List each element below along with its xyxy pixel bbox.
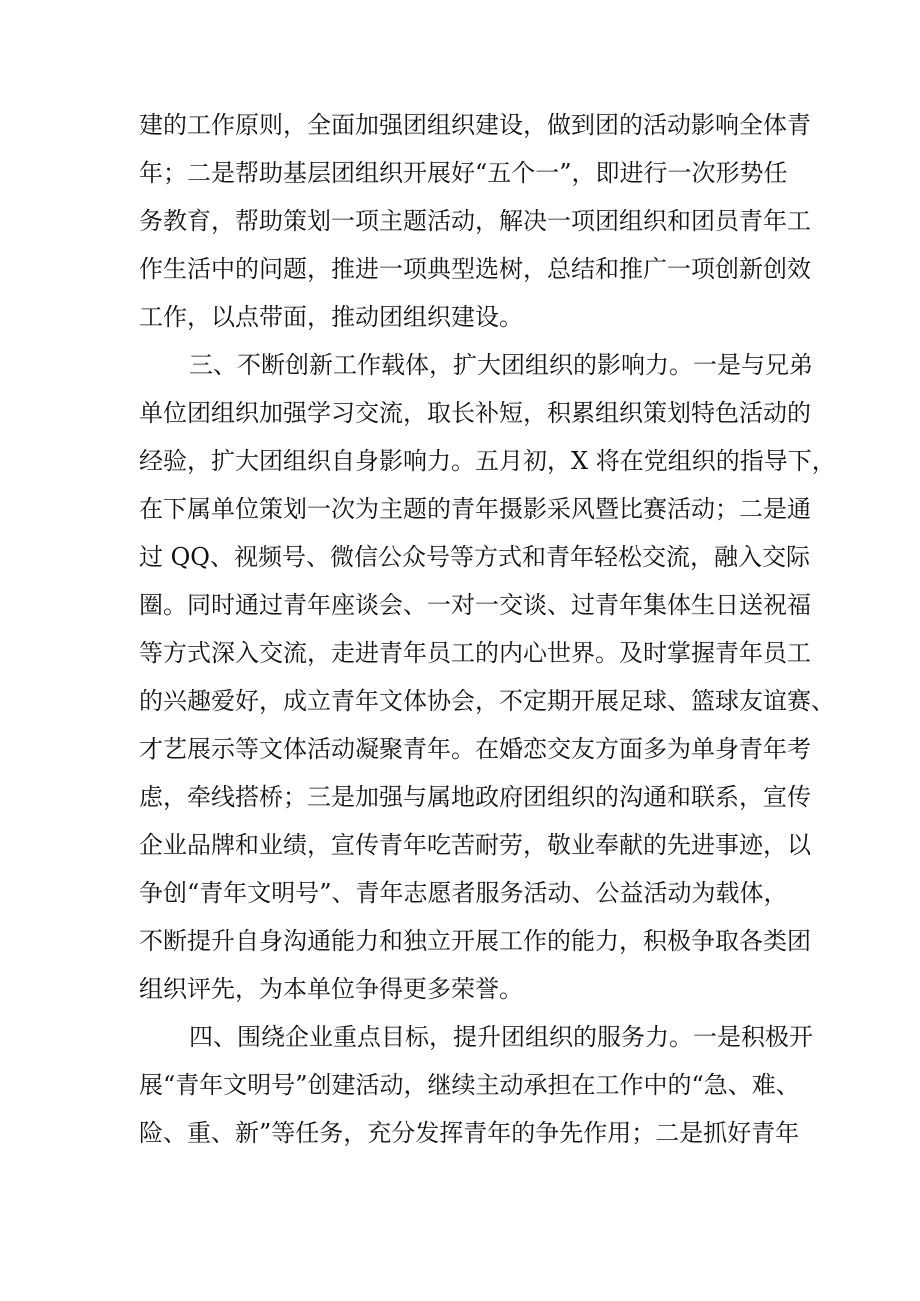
text-line: 的兴趣爱好，成立青年文体协会，不定期开展足球、篮球友谊赛、 [139,687,835,715]
text-line: 险、重、新”等任务，充分发挥青年的争先作用；二是抓好青年 [139,1119,800,1147]
text-line: 展“青年文明号”创建活动，继续主动承担在工作中的“急、难、 [139,1071,800,1099]
text-line: 工作，以点带面，推动团组织建设。 [139,303,523,331]
text-line: 才艺展示等文体活动凝聚青年。在婚恋交友方面多为单身青年考 [139,735,811,763]
text-line: 单位团组织加强学习交流，取长补短，积累组织策划特色活动的 [139,399,811,427]
text-line: 务教育，帮助策划一项主题活动，解决一项团组织和团员青年工 [139,207,811,235]
text-line: 圈。同时通过青年座谈会、一对一交谈、过青年集体生日送祝福 [139,591,811,619]
paragraph-heading-line: 四、围绕企业重点目标，提升团组织的服务力。一是积极开 [189,1023,813,1051]
text-line: 争创“青年文明号”、青年志愿者服务活动、公益活动为载体， [139,879,788,907]
text-line: 年；二是帮助基层团组织开展好“五个一”，即进行一次形势任 [139,159,788,187]
paragraph-heading-line: 三、不断创新工作载体，扩大团组织的影响力。一是与兄弟 [189,351,813,379]
text-line: 在下属单位策划一次为主题的青年摄影采风暨比赛活动；二是通 [139,495,811,523]
text-line: 等方式深入交流，走进青年员工的内心世界。及时掌握青年员工 [139,639,811,667]
text-line: 组织评先，为本单位争得更多荣誉。 [139,975,523,1003]
text-line: 过 QQ、视频号、微信公众号等方式和青年轻松交流，融入交际 [139,543,810,571]
text-line: 作生活中的问题，推进一项典型选树，总结和推广一项创新创效 [139,255,811,283]
text-line: 企业品牌和业绩，宣传青年吃苦耐劳，敬业奉献的先进事迹，以 [139,831,811,859]
text-line: 经验，扩大团组织自身影响力。五月初，X 将在党组织的指导下， [139,447,836,475]
text-line: 不断提升自身沟通能力和独立开展工作的能力，积极争取各类团 [139,927,811,955]
document-body [139,101,836,1157]
text-line: 虑，牵线搭桥；三是加强与属地政府团组织的沟通和联系，宣传 [139,783,811,811]
text-line: 建的工作原则，全面加强团组织建设，做到团的活动影响全体青 [139,111,811,139]
